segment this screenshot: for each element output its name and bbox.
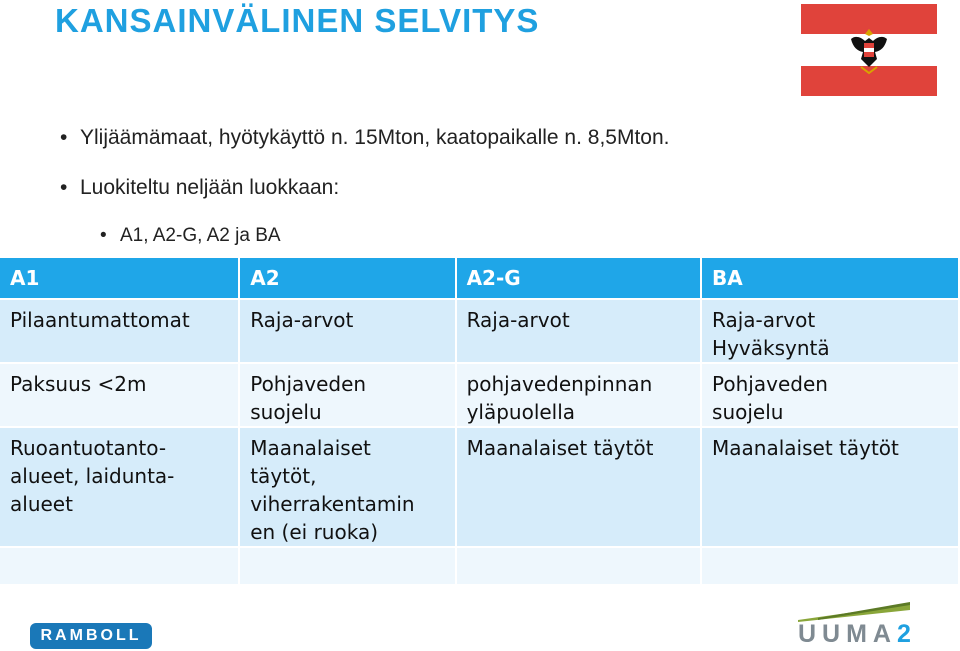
table-row — [0, 547, 959, 585]
table-cell — [456, 547, 701, 585]
bullet-item — [60, 176, 339, 200]
table-row — [0, 363, 959, 427]
bullet-symbol: • — [60, 176, 68, 199]
bullet-symbol: • — [100, 225, 107, 246]
table-cell — [0, 547, 239, 585]
swoosh-icon — [798, 600, 910, 622]
bullet-symbol: • — [60, 126, 68, 149]
header-cell: A2 — [239, 258, 455, 299]
sub-bullet-text: A1, A2-G, A2 ja BA — [120, 225, 281, 246]
uuma-text: UUMA — [798, 620, 897, 648]
table-cell: Ruoantuotanto- alueet, laidunta- alueet — [0, 427, 239, 547]
bullet-text: Ylijäämämaat, hyötykäyttö n. 15Mton, kaatopaikalle n. 8,5Mton. — [80, 126, 670, 149]
table-cell — [239, 547, 455, 585]
table-cell: Maanalaiset täytöt — [456, 427, 701, 547]
uuma-two: 2 — [897, 620, 917, 648]
table-cell: Maanalaiset täytöt — [701, 427, 959, 547]
table-row — [0, 427, 959, 547]
header-cell: BA — [701, 258, 959, 299]
header-cell: A2-G — [456, 258, 701, 299]
austria-flag-icon — [801, 4, 937, 96]
table-cell: pohjavedenpinnan yläpuolella — [456, 363, 701, 427]
uuma2-logo — [798, 600, 917, 650]
sub-bullet-item — [100, 225, 281, 247]
table-row — [0, 299, 959, 363]
table-cell: Raja-arvot — [456, 299, 701, 363]
uuma2-text — [798, 620, 917, 649]
table-cell: Pohjaveden suojelu — [239, 363, 455, 427]
table-cell: Raja-arvot — [239, 299, 455, 363]
table-cell: Raja-arvot Hyväksyntä — [701, 299, 959, 363]
table-cell: Maanalaiset täytöt, viherrakentamin en (ei ruoka) — [239, 427, 455, 547]
classification-table — [0, 258, 960, 586]
bullet-item — [60, 126, 670, 150]
table-cell: Paksuus <2m — [0, 363, 239, 427]
table-cell: Pohjaveden suojelu — [701, 363, 959, 427]
table-cell — [701, 547, 959, 585]
table-header-row — [0, 258, 959, 299]
bullet-text: Luokiteltu neljään luokkaan: — [80, 176, 340, 199]
ramboll-logo: RAMBOLL — [30, 623, 152, 649]
page-title: KANSAINVÄLINEN SELVITYS — [55, 2, 540, 39]
table-cell: Pilaantumattomat — [0, 299, 239, 363]
eagle-icon — [847, 25, 891, 75]
header-cell: A1 — [0, 258, 239, 299]
